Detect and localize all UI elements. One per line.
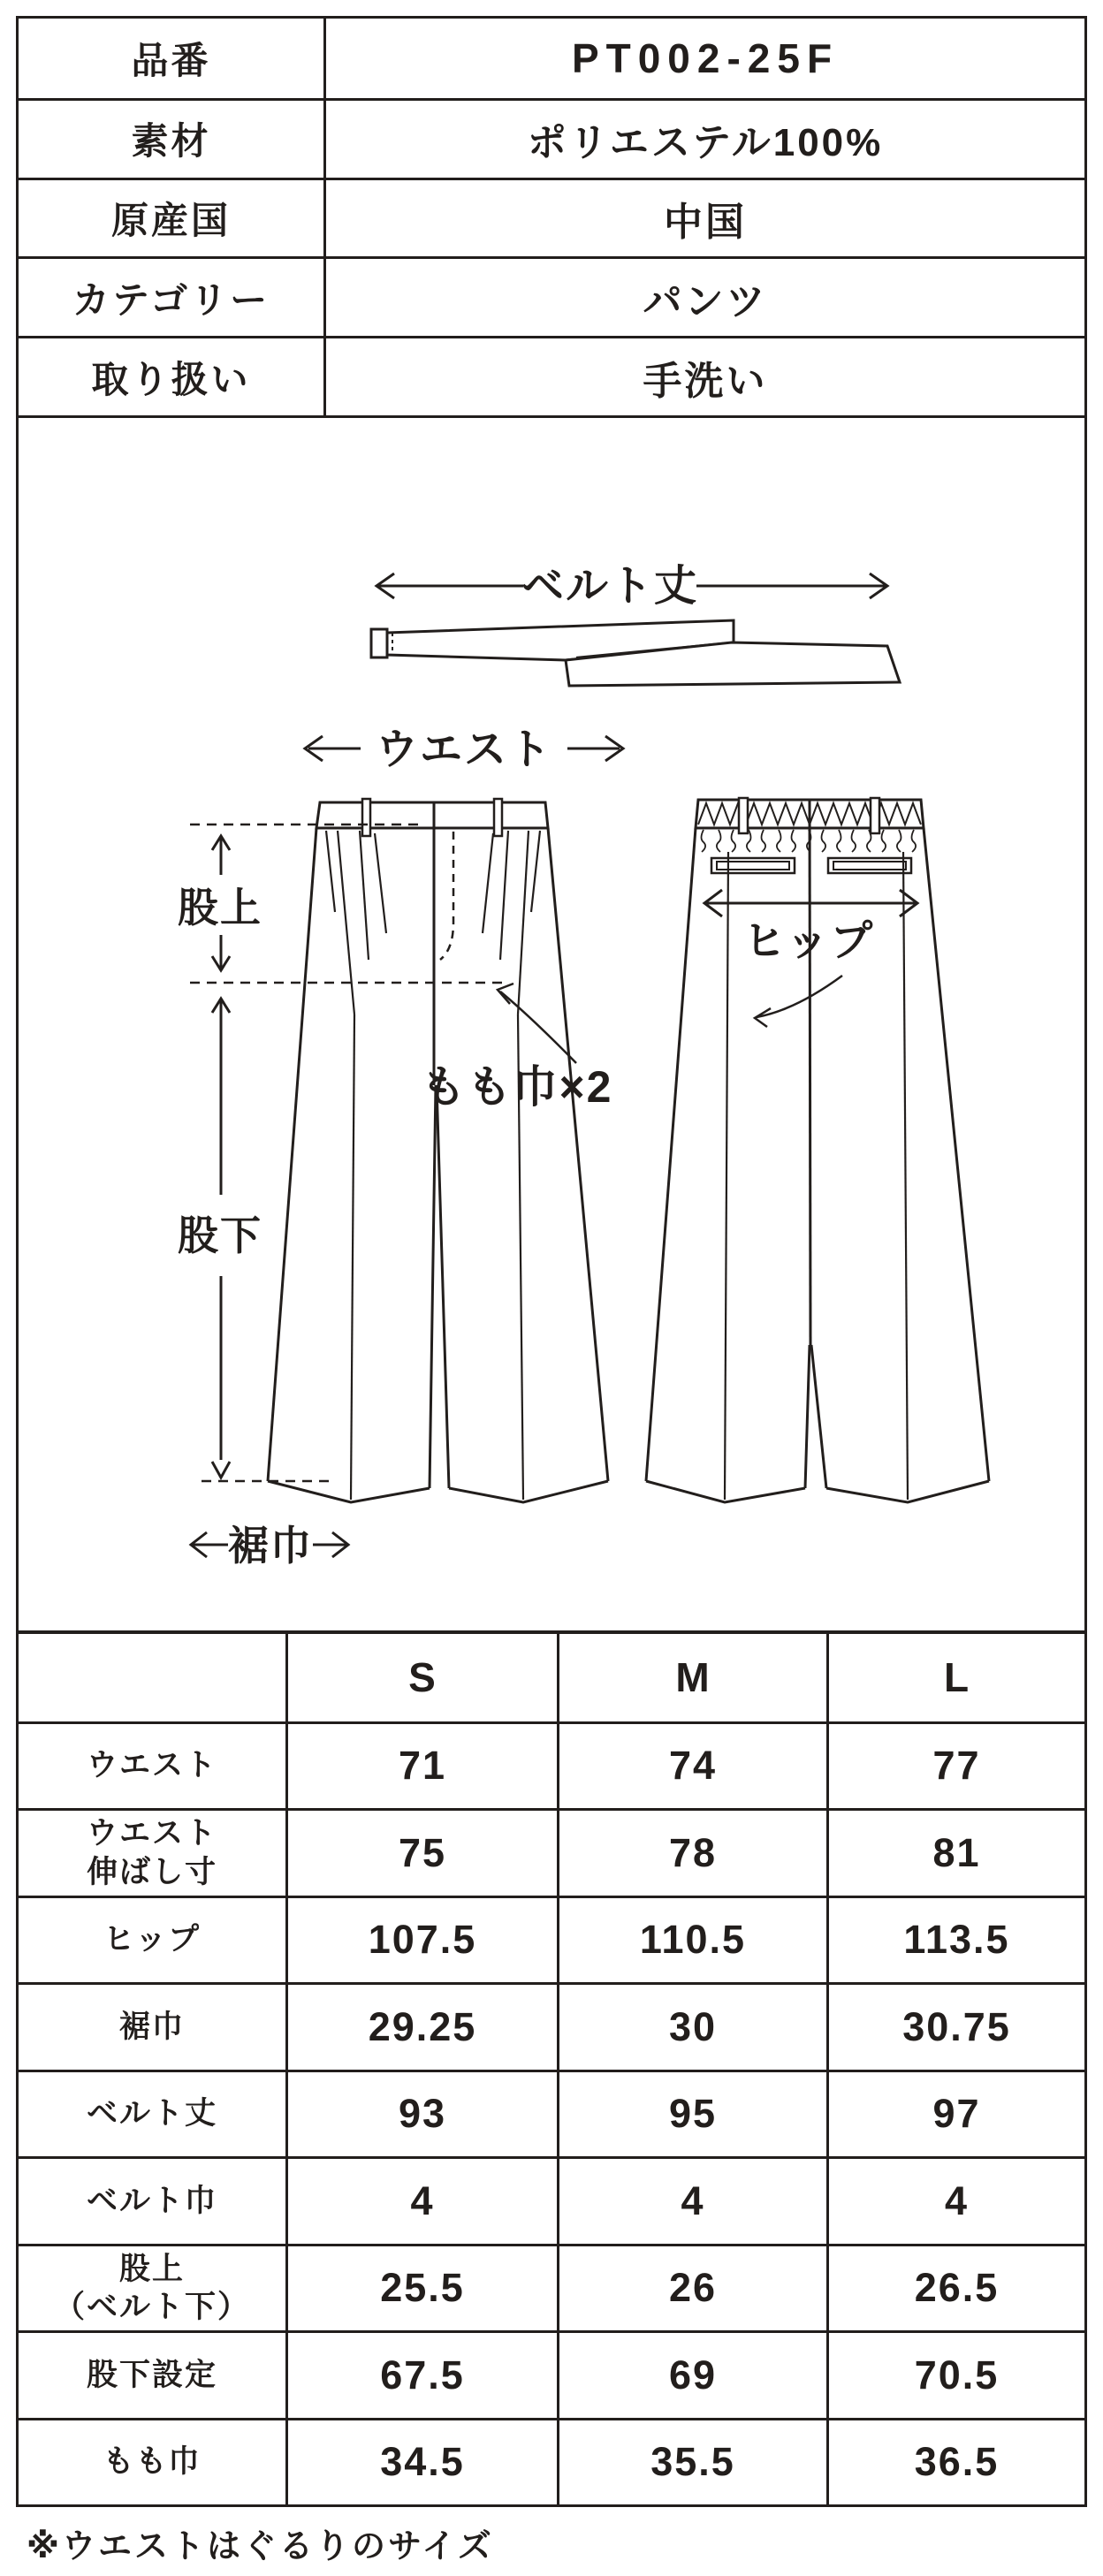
size-row-waist <box>19 1721 1084 1809</box>
info-value-origin: 中国 <box>664 200 747 244</box>
size-value-l: 30.75 <box>902 2003 1011 2049</box>
size-header-s: S <box>288 1634 559 1721</box>
info-label: 取り扱い <box>19 338 326 415</box>
size-value-m: 110.5 <box>559 1898 829 1983</box>
pants-front-view <box>268 799 608 1502</box>
hem-label: 裾巾 <box>228 1523 313 1569</box>
product-info-table <box>16 16 1087 418</box>
rise-label: 股上 <box>178 885 262 931</box>
pants-diagram-svg <box>19 418 1084 1630</box>
waist-label: ウエスト <box>375 726 553 773</box>
size-row-thigh <box>19 2418 1084 2505</box>
info-value-category: パンツ <box>643 279 768 323</box>
info-value-material: ポリエステル100% <box>527 121 884 165</box>
size-value-m: 30 <box>559 1985 829 2070</box>
size-row-label: 股上 （ベルト下） <box>19 2246 288 2331</box>
size-value-s: 25.5 <box>288 2246 559 2331</box>
size-value-s: 71 <box>288 1724 559 1809</box>
size-value-m: 4 <box>559 2159 829 2244</box>
size-value-l: 81 <box>932 1829 981 1875</box>
size-value-l: 4 <box>944 2177 970 2223</box>
size-value-s: 34.5 <box>288 2420 559 2505</box>
info-row-item-number <box>19 19 1084 98</box>
size-value-l: 70.5 <box>914 2352 1000 2397</box>
size-value-s: 67.5 <box>288 2333 559 2418</box>
size-value-m: 74 <box>559 1724 829 1809</box>
size-row-label: もも巾 <box>19 2420 288 2505</box>
info-row-material <box>19 98 1084 178</box>
size-header-empty <box>19 1634 288 1721</box>
size-value-s: 29.25 <box>288 1985 559 2070</box>
footnote: ※ウエストはぐるりのサイズ <box>27 2528 494 2565</box>
info-value-item-number: PT002-25F <box>571 34 840 81</box>
info-label: 素材 <box>19 101 326 178</box>
size-value-m: 26 <box>559 2246 829 2331</box>
size-value-s: 107.5 <box>288 1898 559 1983</box>
size-value-s: 93 <box>288 2072 559 2157</box>
size-value-s: 4 <box>288 2159 559 2244</box>
size-value-m: 35.5 <box>559 2420 829 2505</box>
size-row-waist-stretched <box>19 1808 1084 1896</box>
size-row-label: ウエスト <box>19 1724 288 1809</box>
size-value-l: 113.5 <box>903 1917 1010 1963</box>
size-row-label: 裾巾 <box>19 1985 288 2070</box>
size-row-hip <box>19 1896 1084 1983</box>
hip-label: ヒップ <box>742 918 875 965</box>
size-value-l: 26.5 <box>914 2265 1000 2311</box>
size-header-m: M <box>559 1634 829 1721</box>
size-value-s: 75 <box>288 1811 559 1896</box>
info-row-origin <box>19 178 1084 257</box>
size-value-m: 95 <box>559 2072 829 2157</box>
inseam-label: 股下 <box>178 1212 262 1258</box>
size-row-belt-length <box>19 2070 1084 2157</box>
info-row-category <box>19 256 1084 336</box>
size-value-l: 97 <box>932 2091 981 2137</box>
size-value-l: 77 <box>932 1743 981 1789</box>
size-row-belt-width <box>19 2156 1084 2244</box>
hip-pointer-arrow <box>755 976 842 1027</box>
size-table-header <box>19 1634 1084 1721</box>
measurement-diagram <box>16 418 1087 1630</box>
size-row-label: 股下設定 <box>19 2333 288 2418</box>
thigh-label: もも巾×2 <box>421 1062 613 1112</box>
size-row-label: ヒップ <box>19 1898 288 1983</box>
info-label: 品番 <box>19 19 326 98</box>
pants-back-view <box>646 798 989 1502</box>
size-value-m: 78 <box>559 1811 829 1896</box>
size-row-rise <box>19 2244 1084 2331</box>
size-row-hem-width <box>19 1982 1084 2070</box>
belt-illustration <box>371 620 900 686</box>
info-row-care <box>19 336 1084 415</box>
size-table <box>16 1630 1087 2507</box>
size-row-label: ウエスト 伸ばし寸 <box>19 1811 288 1896</box>
size-row-label: ベルト巾 <box>19 2159 288 2244</box>
size-row-inseam <box>19 2330 1084 2418</box>
size-value-m: 69 <box>559 2333 829 2418</box>
size-header-l: L <box>943 1654 970 1701</box>
info-label: 原産国 <box>19 180 326 257</box>
back-welt-pockets <box>711 858 911 873</box>
info-value-care: 手洗い <box>643 359 768 403</box>
size-value-l: 36.5 <box>914 2439 1000 2485</box>
belt-length-label: ベルト丈 <box>521 563 699 610</box>
info-label: カテゴリー <box>19 259 326 336</box>
size-row-label: ベルト丈 <box>19 2072 288 2157</box>
